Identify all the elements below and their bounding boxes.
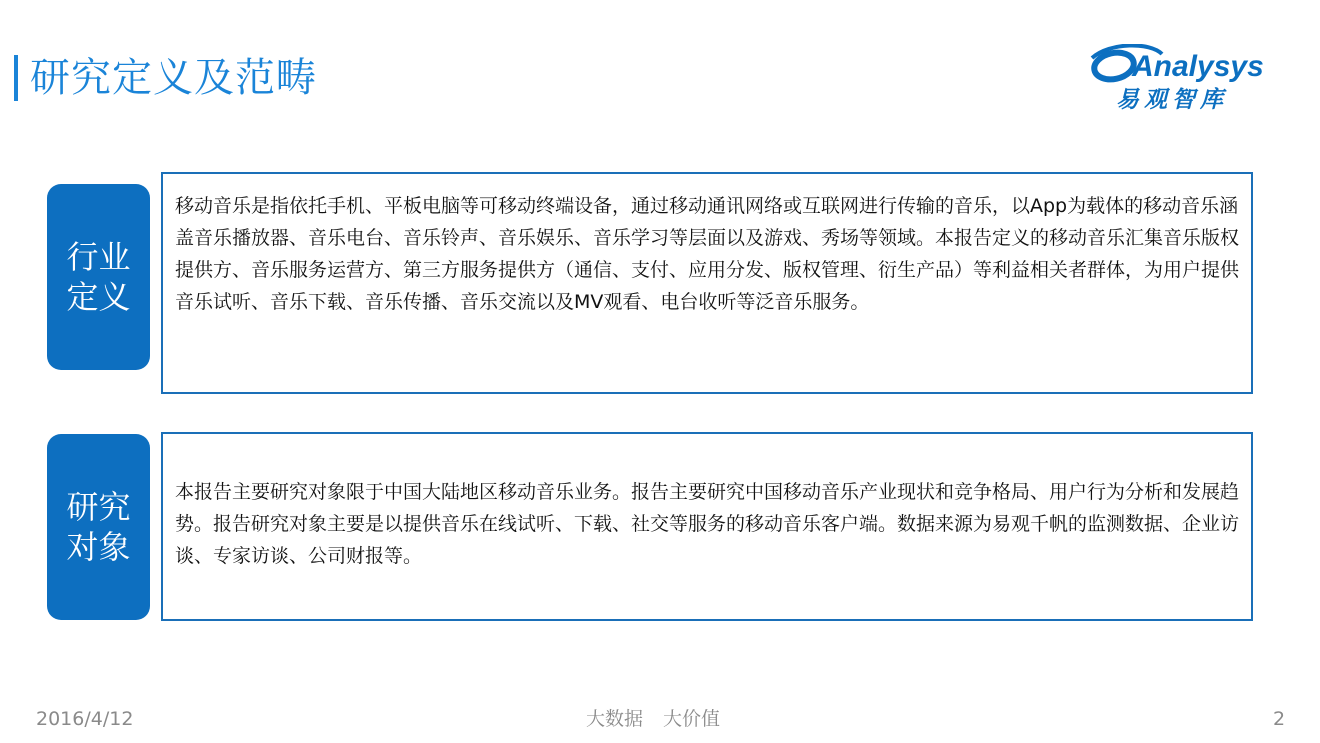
research-object-text-box [161, 432, 1253, 621]
section-label-research-object [47, 434, 150, 620]
logo-wordmark-text: Analysys [1132, 50, 1264, 83]
analysys-logo [1090, 36, 1290, 120]
page-number: 2 [1273, 708, 1286, 730]
definition-text-box [161, 172, 1253, 394]
footer-slogan: 大数据 大价值 [586, 708, 721, 730]
logo-wordmark [1090, 44, 1280, 84]
page-title: 研究定义及范畴 [30, 55, 317, 101]
footer-date: 2016/4/12 [36, 708, 134, 730]
logo-chinese-name: 易观智库 [1116, 87, 1228, 113]
research-object-paragraph: 本报告主要研究对象限于中国大陆地区移动音乐业务。报告主要研究中国移动音乐产业现状和竞争格局、用户行为分析和发展趋势。报告研究对象主要是以提供音乐在线试听、下载、社交等服务的移动音乐客户端。数据来源为易观千帆的监测数据、企业访谈、专家访谈、公司财报等。 [175, 481, 1240, 567]
section-label-industry-definition [47, 184, 150, 370]
definition-paragraph: 移动音乐是指依托手机、平板电脑等可移动终端设备，通过移动通讯网络或互联网进行传输的音乐，以App为载体的移动音乐涵盖音乐播放器、音乐电台、音乐铃声、音乐娱乐、音乐学习等层面以及游戏、秀场等领域。本报告定义的移动音乐汇集音乐版权提供方、音乐服务运营方、第三方服务提供方（通信、支付、应用分发、版权管理、衍生产品）等利益相关者群体，为用户提供音乐试听、音乐下载、音乐传播、音乐交流以及MV观看、电台收听等泛音乐服务。 [175, 195, 1240, 313]
title-accent-bar [14, 55, 18, 101]
section-label-text: 研究对象 [66, 488, 131, 566]
section-label-text: 行业定义 [66, 238, 131, 316]
